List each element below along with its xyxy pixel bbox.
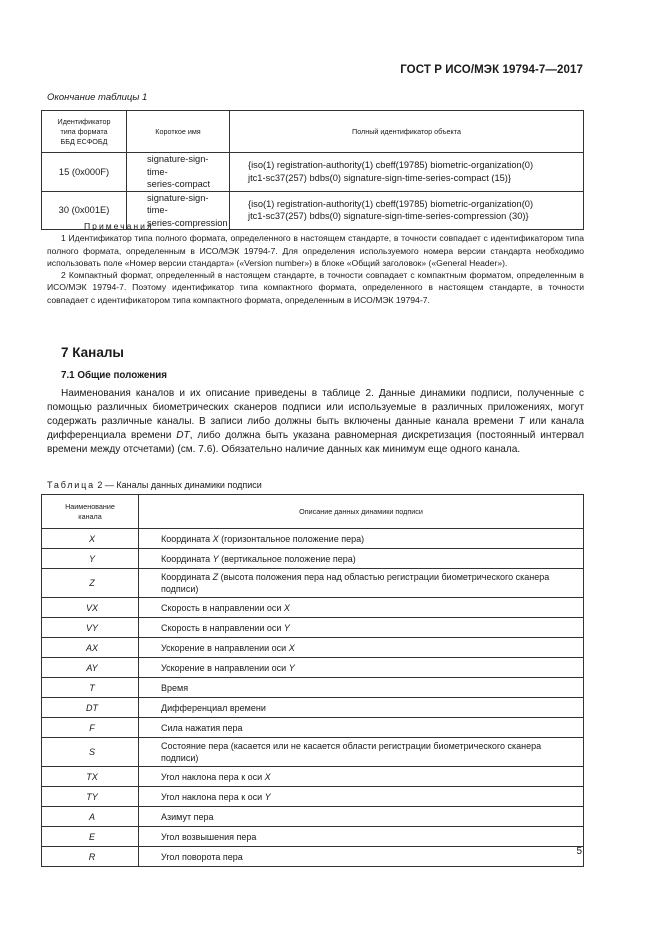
notes-title: Примечания bbox=[84, 221, 154, 231]
table2-row bbox=[42, 738, 584, 767]
description-text: Координата bbox=[161, 572, 213, 582]
table2-header-desc-text: Описание данных динамики подписи bbox=[299, 506, 423, 516]
description-axis-symbol: Y bbox=[288, 662, 295, 673]
channel-name-cell: Z bbox=[42, 569, 139, 598]
channel-description-cell bbox=[139, 738, 584, 767]
channel-description-cell bbox=[139, 787, 584, 807]
page-number: 5 bbox=[576, 846, 582, 857]
body-text-part: , либо должна быть указана равномерная дискретизация (постоянный интервал времени между отсчетами) (см. 7.6). Обязательно наличие данных как минимум еще одного канала. bbox=[47, 429, 584, 455]
channel-name-cell: VX bbox=[42, 598, 139, 618]
table2-header-desc bbox=[139, 495, 584, 529]
channel-description-cell bbox=[139, 638, 584, 658]
channel-name-cell: VY bbox=[42, 618, 139, 638]
description-axis-symbol: Y bbox=[283, 622, 290, 633]
channel-name-cell: AX bbox=[42, 638, 139, 658]
channel-name-cell: Y bbox=[42, 549, 139, 569]
description-text: Координата bbox=[161, 553, 213, 564]
description-text: Ускорение в направлении оси bbox=[161, 662, 289, 673]
channel-description-cell bbox=[139, 698, 584, 718]
description-text: Угол поворота пера bbox=[161, 851, 243, 862]
table2 bbox=[41, 494, 584, 867]
table2-caption-text: 2 — Каналы данных динамики подписи bbox=[94, 480, 262, 490]
channel-name-cell: R bbox=[42, 847, 139, 867]
channel-name-cell: E bbox=[42, 827, 139, 847]
channel-description-cell bbox=[139, 598, 584, 618]
table2-row bbox=[42, 718, 584, 738]
page-header: ГОСТ Р ИСО/МЭК 19794-7—2017 bbox=[400, 64, 583, 76]
channel-name-cell: X bbox=[42, 529, 139, 549]
table2-row bbox=[42, 529, 584, 549]
description-text: Азимут пера bbox=[161, 811, 214, 822]
note-item: 2 Компактный формат, определенный в настоящем стандарте, в точности совпадает с компактным форматом, определенным в ИСО/МЭК 19794-7. Поэтому идентификатор типа компактного формата, определенного в настоящем стандарте, в точности совпадает с идентификатором типа компактного формата, определенным в ИСО/МЭК 19794-7. bbox=[47, 270, 584, 305]
table1-cell-oid: {iso(1) registration-authority(1) cbeff(19785) biometric-organization(0) jtc1-sc37(257) bdbs(0) signature-sign-time-series-compact (15)} bbox=[230, 153, 584, 192]
table2-row bbox=[42, 598, 584, 618]
description-axis-symbol: Y bbox=[212, 553, 219, 564]
table2-row bbox=[42, 678, 584, 698]
notes-block bbox=[47, 220, 584, 306]
description-text: (высота положения пера над областью регистрации биометрического сканера подписи) bbox=[161, 572, 550, 594]
description-axis-symbol: Y bbox=[264, 791, 271, 802]
table2-row bbox=[42, 698, 584, 718]
table2-row bbox=[42, 638, 584, 658]
table1-header-name bbox=[127, 111, 230, 153]
note-item: 1 Идентификатор типа полного формата, определенного в настоящем стандарте, в точности совпадает с идентификатором типа полного формата, определенным в ИСО/МЭК 19794-7. Для определения используемого номера версии стандарта необходимо использовать поле «Номер версии стандарта» («Version number») в блоке «Общий заголовок» («General Header»). bbox=[47, 233, 584, 268]
table2-row bbox=[42, 658, 584, 678]
description-text: (вертикальное положение пера) bbox=[218, 553, 356, 564]
table1-header-name-text: Короткое имя bbox=[155, 126, 201, 136]
table2-row bbox=[42, 827, 584, 847]
channel-description-cell bbox=[139, 549, 584, 569]
description-text: Угол возвышения пера bbox=[161, 831, 257, 842]
table1-header-id-text: Идентификатор типа формата ББД ЕСФОБД bbox=[57, 116, 111, 146]
channel-name-cell: S bbox=[42, 738, 139, 767]
channel-name-cell: F bbox=[42, 718, 139, 738]
table2-row bbox=[42, 618, 584, 638]
table1-cell-id: 15 (0x000F) bbox=[42, 153, 127, 192]
body-text-part: Наименования каналов и их описание приведены в таблице 2. Данные динамики подписи, полученные с помощью различных биометрических сканеров подписи или используемые в различных приложениях, могут содержать различные каналы. В записи либо должны быть включены данные канала времени bbox=[47, 388, 584, 427]
description-axis-symbol: Z bbox=[212, 572, 219, 582]
table1-cell-id: 30 (0x001E) bbox=[42, 191, 127, 230]
channel-description-cell bbox=[139, 807, 584, 827]
table2-row bbox=[42, 787, 584, 807]
table1-cell-name: signature-sign-time- series-compact bbox=[127, 153, 230, 192]
table2-header-channel-text: Наименование канала bbox=[65, 501, 115, 521]
description-axis-symbol: X bbox=[283, 602, 290, 613]
channel-name-cell: A bbox=[42, 807, 139, 827]
table1 bbox=[41, 110, 584, 230]
channel-description-cell bbox=[139, 618, 584, 638]
description-text: Дифференциал времени bbox=[161, 702, 266, 713]
channel-description-cell bbox=[139, 658, 584, 678]
channel-description-cell bbox=[139, 569, 584, 598]
channel-name-cell: AY bbox=[42, 658, 139, 678]
description-text: Угол наклона пера к оси bbox=[161, 791, 265, 802]
table1-header-id bbox=[42, 111, 127, 153]
description-text: Ускорение в направлении оси bbox=[161, 642, 289, 653]
description-axis-symbol: X bbox=[212, 533, 219, 544]
table2-header-channel bbox=[42, 495, 139, 529]
channel-description-cell bbox=[139, 718, 584, 738]
channel-name-cell: T bbox=[42, 678, 139, 698]
table1-header-oid-text: Полный идентификатор объекта bbox=[352, 126, 461, 136]
description-text: Скорость в направлении оси bbox=[161, 622, 284, 633]
table1-header-row bbox=[42, 111, 584, 153]
subsection-heading: 7.1 Общие положения bbox=[61, 370, 168, 381]
table1-cell-oid: {iso(1) registration-authority(1) cbeff(19785) biometric-organization(0) jtc1-sc37(257) bdbs(0) signature-sign-time-series-compression (30)} bbox=[230, 191, 584, 230]
description-text: Сила нажатия пера bbox=[161, 722, 243, 733]
body-text-part: или канала дифференциала времени bbox=[47, 415, 585, 441]
body-symbol-dt: DT bbox=[176, 429, 190, 441]
section-heading: 7 Каналы bbox=[61, 345, 124, 360]
table2-caption-word: Таблица bbox=[47, 480, 95, 490]
channel-description-cell bbox=[139, 678, 584, 698]
table1-row bbox=[42, 153, 584, 192]
channel-description-cell bbox=[139, 847, 584, 867]
channel-description-cell bbox=[139, 529, 584, 549]
description-axis-symbol: X bbox=[288, 642, 295, 653]
table1-caption: Окончание таблицы 1 bbox=[47, 92, 148, 103]
channel-name-cell: TX bbox=[42, 767, 139, 787]
description-text: Состояние пера (касается или не касается области регистрации биометрического сканера подписи) bbox=[161, 741, 542, 763]
table2-row bbox=[42, 807, 584, 827]
table2-header-row bbox=[42, 495, 584, 529]
channel-name-cell: DT bbox=[42, 698, 139, 718]
table2-row bbox=[42, 569, 584, 598]
channel-description-cell bbox=[139, 827, 584, 847]
description-text: Угол наклона пера к оси bbox=[161, 771, 265, 782]
table2-row bbox=[42, 767, 584, 787]
channel-name-cell: TY bbox=[42, 787, 139, 807]
table2-row bbox=[42, 549, 584, 569]
table2-row bbox=[42, 847, 584, 867]
description-axis-symbol: X bbox=[264, 771, 271, 782]
table2-caption bbox=[47, 480, 262, 490]
description-text: Скорость в направлении оси bbox=[161, 602, 284, 613]
description-text: (горизонтальное положение пера) bbox=[218, 533, 365, 544]
body-paragraph bbox=[47, 387, 584, 457]
description-text: Координата bbox=[161, 533, 213, 544]
table1-cell-name: signature-sign-time- series-compression bbox=[127, 191, 230, 230]
body-symbol-t: T bbox=[518, 415, 525, 427]
channel-description-cell bbox=[139, 767, 584, 787]
description-text: Время bbox=[161, 682, 189, 693]
table1-header-oid bbox=[230, 111, 584, 153]
